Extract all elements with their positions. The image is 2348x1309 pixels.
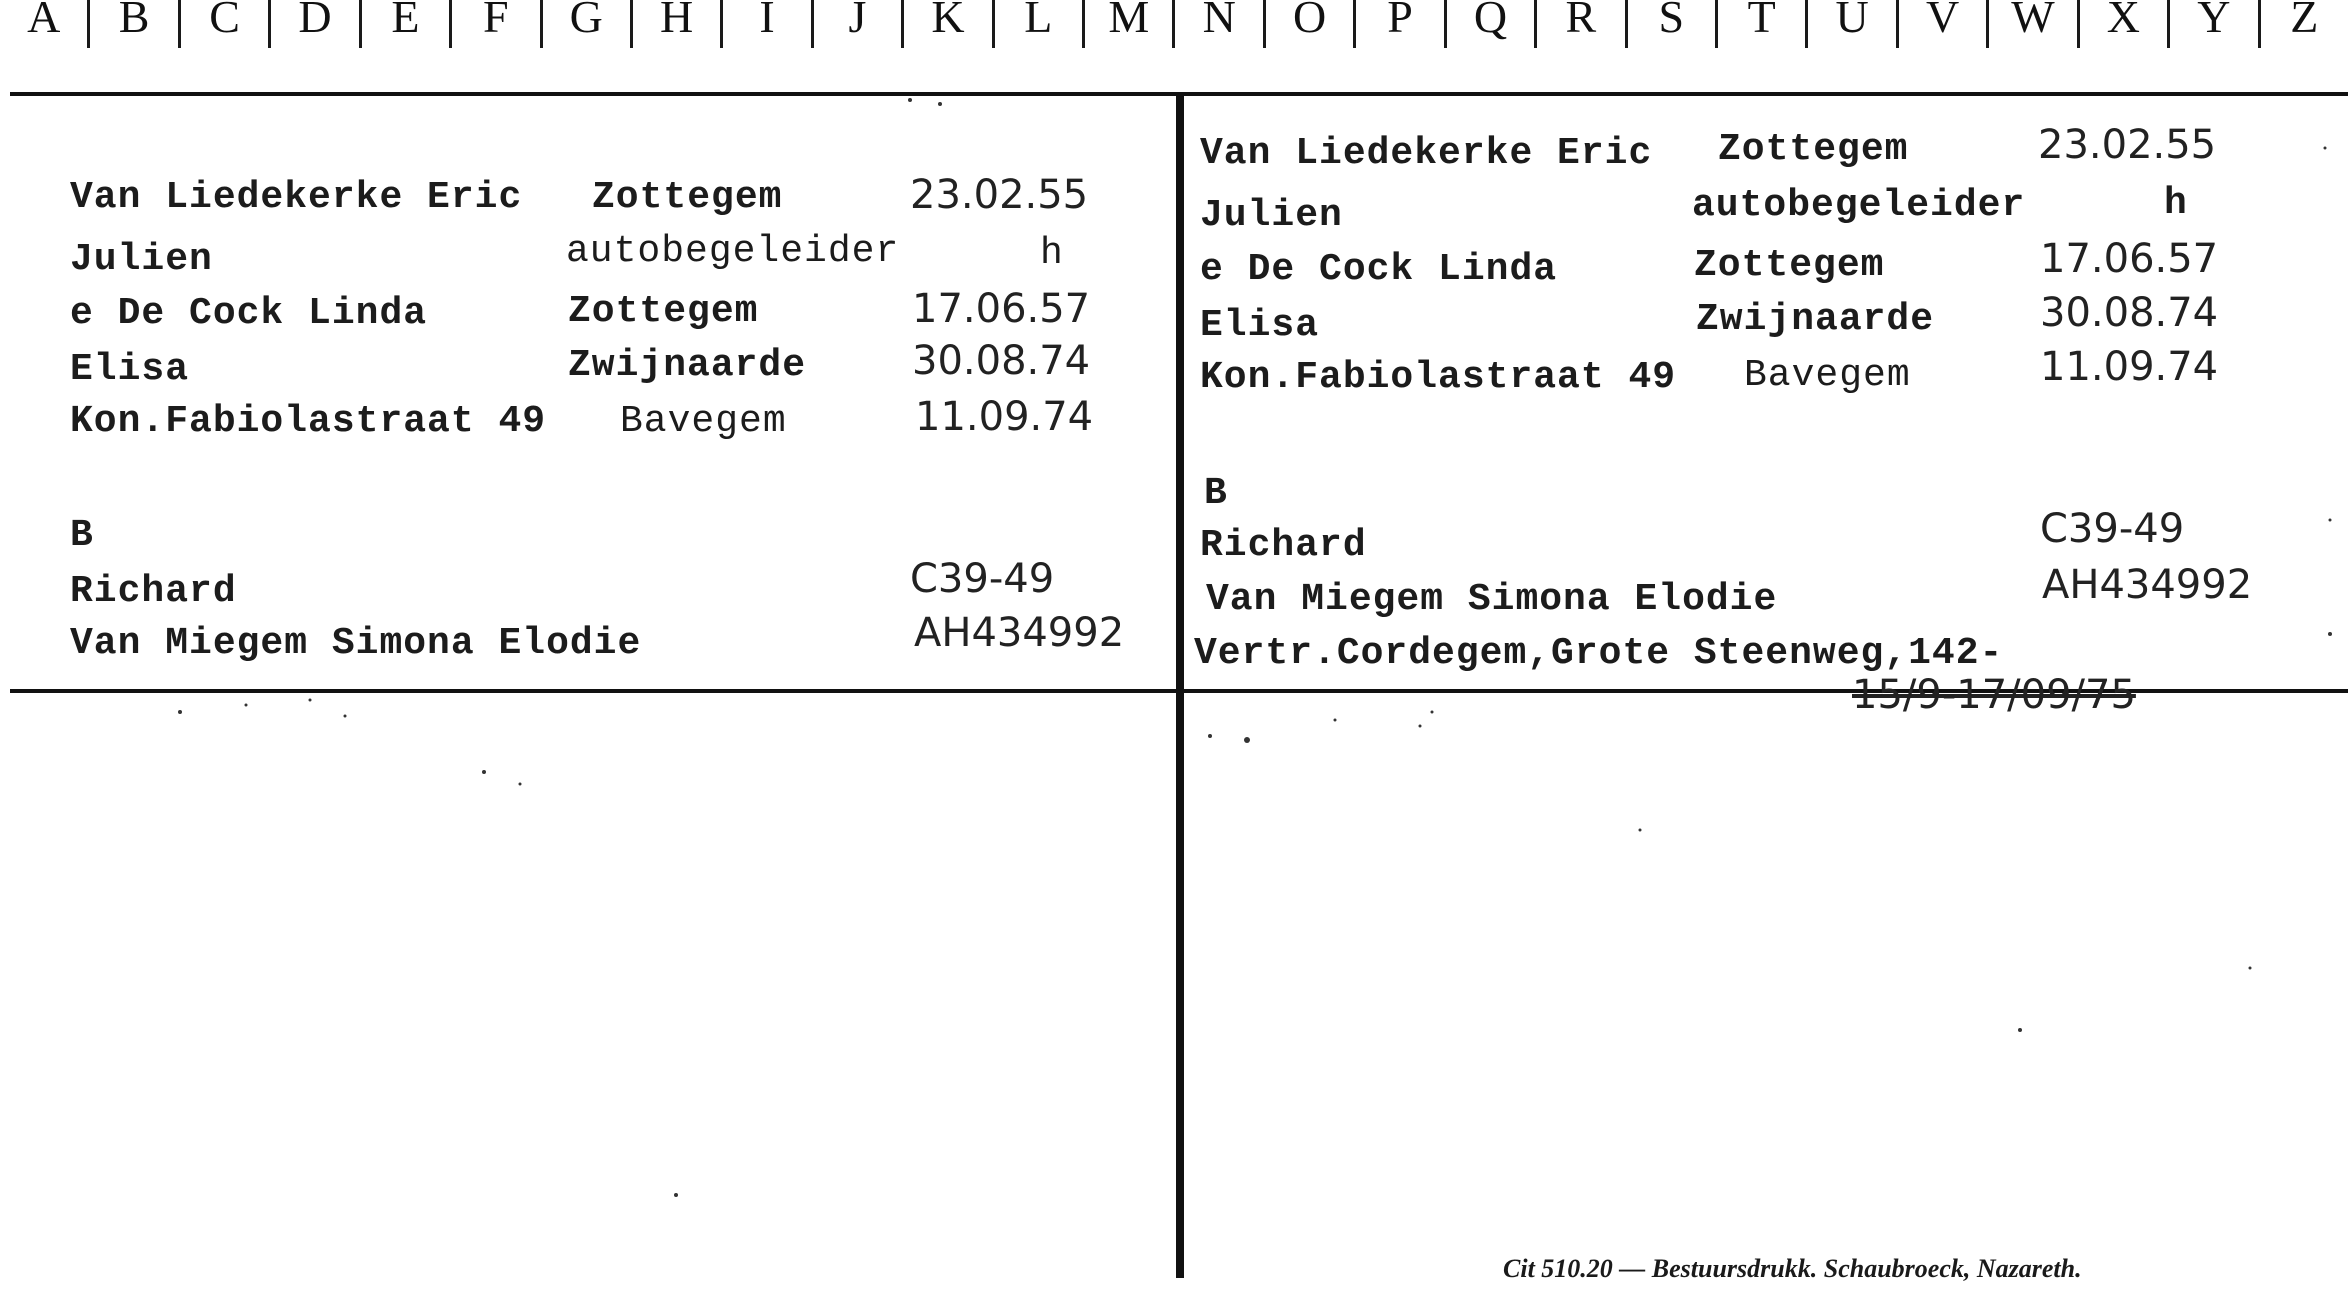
right-code-firstname: Richard (1200, 524, 1367, 567)
alphabet-letter-x: X (2080, 0, 2170, 48)
right-address-town: Bavegem (1744, 354, 1911, 397)
alphabet-letter-o: O (1266, 0, 1356, 48)
left-code2: AH434992 (914, 610, 1125, 656)
alphabet-letter-d: D (271, 0, 361, 48)
right-section: B (1204, 472, 1228, 515)
alphabet-letter-l: L (995, 0, 1085, 48)
alphabet-letter-z: Z (2290, 0, 2319, 42)
right-code-name: Van Miegem Simona Elodie (1206, 578, 1778, 621)
alphabet-letter-y: Y (2170, 0, 2260, 48)
alphabet-letter-g: G (543, 0, 633, 48)
alphabet-letter-h: H (633, 0, 723, 48)
left-spouse-firstname: Elisa (70, 348, 190, 391)
right-occupation: autobegeleider (1692, 184, 2026, 227)
right-spouse-firstname: Elisa (1200, 304, 1320, 347)
alphabet-letter-t: T (1718, 0, 1808, 48)
alphabet-letter-w: W (1989, 0, 2079, 48)
left-spouse-line: e De Cock Linda (70, 292, 428, 335)
right-marriage-date: 30.08.74 (2040, 290, 2219, 336)
alphabet-letter-f: F (452, 0, 542, 48)
right-spouse-place: Zottegem (1694, 244, 1885, 287)
left-address: Kon.Fabiolastraat 49 (70, 400, 547, 443)
left-section: B (70, 514, 94, 557)
alphabet-letter-i: I (723, 0, 813, 48)
alphabet-letter-m: M (1085, 0, 1175, 48)
alphabet-letter-k: K (904, 0, 994, 48)
alphabet-letter-q: Q (1447, 0, 1537, 48)
alphabet-letter-v: V (1899, 0, 1989, 48)
left-marriage-place: Zwijnaarde (568, 344, 807, 387)
left-status: h (1040, 232, 1064, 275)
right-status: h (2164, 182, 2188, 225)
left-code-name: Van Miegem Simona Elodie (70, 622, 642, 665)
left-occupation: autobegeleider (566, 230, 900, 273)
left-firstname: Julien (70, 238, 213, 281)
alphabet-letter-c: C (181, 0, 271, 48)
right-departure: Vertr.Cordegem,Grote Steenweg,142- (1194, 632, 2004, 675)
left-spouse-date: 17.06.57 (912, 286, 1091, 332)
alphabet-letter-u: U (1808, 0, 1898, 48)
left-code-firstname: Richard (70, 570, 237, 613)
right-spouse-line: e De Cock Linda (1200, 248, 1558, 291)
left-name-line: Van Liedekerke Eric (70, 176, 523, 219)
right-address-date: 11.09.74 (2040, 344, 2219, 390)
left-code1: C39-49 (910, 556, 1055, 602)
alphabet-letter-s: S (1628, 0, 1718, 48)
right-spouse-date: 17.06.57 (2040, 236, 2219, 282)
left-name-place: Zottegem (592, 176, 783, 219)
alphabet-letter-e: E (362, 0, 452, 48)
left-spouse-place: Zottegem (568, 290, 759, 333)
right-firstname: Julien (1200, 194, 1343, 237)
left-name-date: 23.02.55 (910, 172, 1089, 218)
right-marriage-place: Zwijnaarde (1696, 298, 1935, 341)
right-departure-date: 15/9-17/09/75 (1852, 672, 2136, 718)
alphabet-letter-r: R (1537, 0, 1627, 48)
alphabet-letter-j: J (814, 0, 904, 48)
right-name-place: Zottegem (1718, 128, 1909, 171)
alphabet-letter-a: A (0, 0, 90, 48)
alphabet-letter-p: P (1356, 0, 1446, 48)
right-code2: AH434992 (2042, 562, 2253, 608)
alphabet-letter-b: B (90, 0, 180, 48)
right-name-line: Van Liedekerke Eric (1200, 132, 1653, 175)
printer-footer: Cit 510.20 — Bestuursdrukk. Schaubroeck, Nazareth. (1503, 1254, 2082, 1283)
right-name-date: 23.02.55 (2038, 122, 2217, 168)
right-address: Kon.Fabiolastraat 49 (1200, 356, 1677, 399)
alphabet-letter-n: N (1175, 0, 1265, 48)
right-code1: C39-49 (2040, 506, 2185, 552)
left-address-town: Bavegem (620, 400, 787, 443)
left-address-date: 11.09.74 (915, 394, 1094, 440)
left-marriage-date: 30.08.74 (912, 338, 1091, 384)
